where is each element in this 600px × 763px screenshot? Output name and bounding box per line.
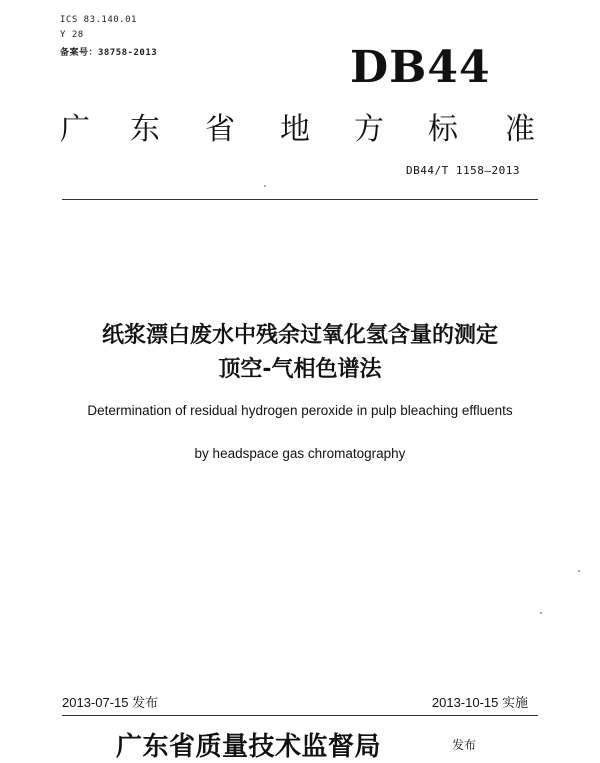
record-number: 备案号：38758-2013 xyxy=(60,48,158,58)
issue-label: 发布 xyxy=(452,738,477,752)
ics-code: ICS 83.140.01 xyxy=(60,15,137,25)
implement-date: 2013-10-15 实施 xyxy=(431,695,528,710)
scan-speck xyxy=(264,185,266,187)
standard-type-char: 准 xyxy=(505,112,535,147)
standard-type-char: 东 xyxy=(130,112,160,147)
issuing-authority: 广东省质量技术监督局 xyxy=(116,732,382,762)
standard-type-char: 广 xyxy=(60,112,90,147)
db44-logo: DB44 xyxy=(350,42,491,93)
classification-code: Y 28 xyxy=(60,30,84,40)
standard-type-char: 标 xyxy=(428,112,458,147)
bottom-divider xyxy=(62,715,538,716)
top-divider xyxy=(62,199,538,200)
chinese-title-line-1: 纸浆漂白废水中残余过氧化氢含量的测定 xyxy=(101,323,498,348)
english-title-line-1: Determination of residual hydrogen peroxide in pulp bleaching effluents xyxy=(87,403,513,418)
standard-type-heading xyxy=(0,104,600,147)
publish-date: 2013-07-15 发布 xyxy=(62,695,159,710)
scan-speck xyxy=(540,612,542,614)
chinese-title-line-2: 顶空-气相色谱法 xyxy=(218,357,382,382)
scan-speck xyxy=(578,570,580,572)
standard-type-char: 省 xyxy=(205,112,235,147)
standard-type-char: 方 xyxy=(354,112,384,147)
english-title-line-2: by headspace gas chromatography xyxy=(194,446,406,461)
standard-number: DB44/T 1158—2013 xyxy=(406,164,520,177)
standard-type-char: 地 xyxy=(280,112,310,147)
